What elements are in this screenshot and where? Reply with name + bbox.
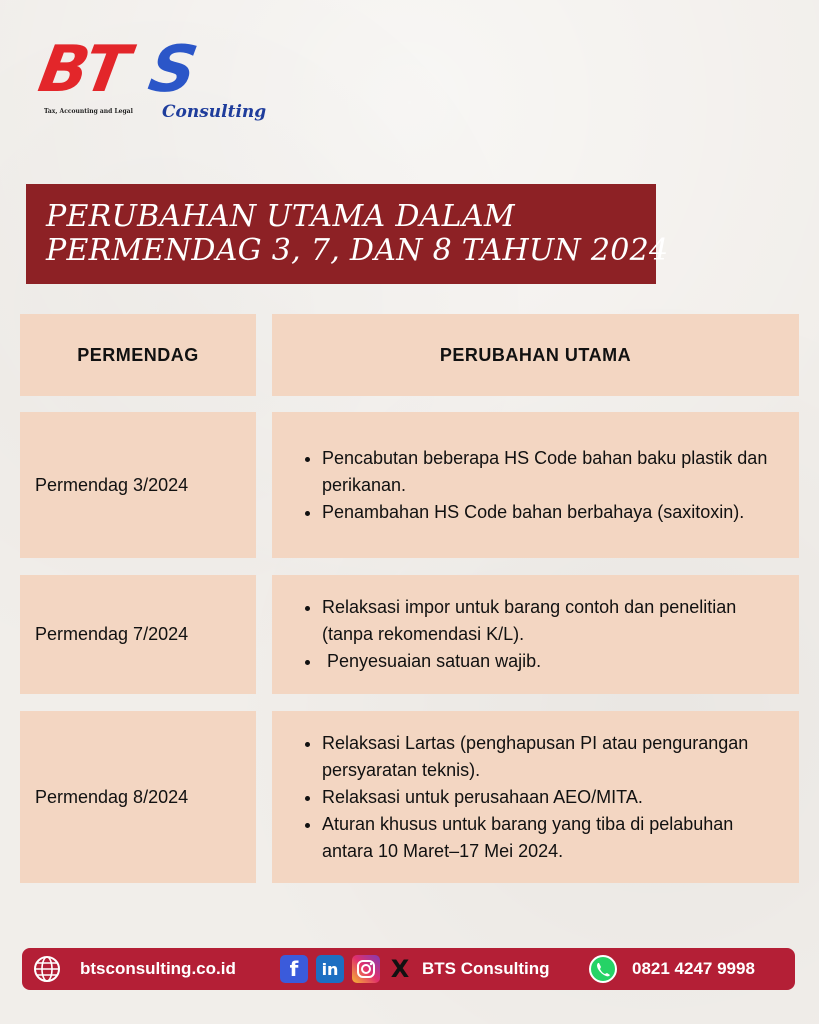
table-header-permendag — [20, 314, 256, 396]
bts-logo — [33, 33, 267, 129]
row-label-permendag-7: Permendag 7/2024 — [35, 624, 189, 644]
table-row-label — [20, 412, 256, 558]
list-item: • Penambahan HS Code bahan berbahaya (saxitoxin). — [322, 499, 787, 526]
x-icon[interactable]: X — [390, 955, 410, 983]
social-name — [422, 948, 549, 990]
linkedin-icon[interactable]: in — [316, 948, 344, 990]
list-item: • Penyesuaian satuan wajib. — [322, 648, 787, 675]
instagram-icon[interactable] — [352, 948, 380, 990]
bullet-list — [300, 445, 787, 526]
table-row-label — [20, 711, 256, 883]
bullet-list — [300, 594, 787, 675]
list-item: • Relaksasi untuk perusahaan AEO/MITA. — [322, 784, 787, 811]
logo-consulting: Consulting — [162, 102, 267, 122]
header-label-permendag: PERMENDAG — [77, 344, 199, 365]
website-link[interactable] — [80, 948, 236, 990]
table-row-content — [272, 412, 799, 558]
table-row-label — [20, 575, 256, 694]
phone-text: 0821 4247 9998 — [632, 959, 755, 978]
social-name-text: BTS Consulting — [422, 959, 550, 978]
title-banner — [26, 184, 669, 284]
bullet-list — [300, 730, 787, 865]
table-row-content — [272, 575, 799, 694]
list-item: • Aturan khusus untuk barang yang tiba di pelabuhan antara 10 Maret–17 Mei 2024. — [322, 811, 787, 865]
logo-letter-s: S — [143, 33, 203, 107]
row-label-permendag-3: Permendag 3/2024 — [35, 474, 189, 495]
globe-icon — [32, 948, 62, 990]
header-label-perubahan: PERUBAHAN UTAMA — [439, 344, 632, 365]
row-label-permendag-8: Permendag 8/2024 — [35, 786, 189, 807]
facebook-icon[interactable]: f — [280, 948, 308, 990]
phone-number[interactable] — [632, 948, 755, 990]
logo-letters-bt: BT — [33, 33, 131, 107]
list-item: • Pencabutan beberapa HS Code bahan baku plastik dan perikanan. — [322, 445, 787, 499]
page-title-line-1: PERUBAHAN UTAMA DALAM — [46, 199, 515, 234]
list-item: • Relaksasi impor untuk barang contoh dan penelitian (tanpa rekomendasi K/L). — [322, 594, 787, 648]
footer-bar — [22, 948, 795, 990]
table-header-perubahan — [272, 314, 799, 396]
website-text: btsconsulting.co.id — [80, 959, 236, 978]
table-row-content — [272, 711, 799, 883]
list-item: • Relaksasi Lartas (penghapusan PI atau pengurangan persyaratan teknis). — [322, 730, 787, 784]
page-title-line-2: PERMENDAG 3, 7, DAN 8 TAHUN 2024 — [46, 233, 669, 268]
logo-tagline: Tax, Accounting and Legal — [44, 108, 133, 115]
whatsapp-icon[interactable] — [588, 948, 618, 990]
